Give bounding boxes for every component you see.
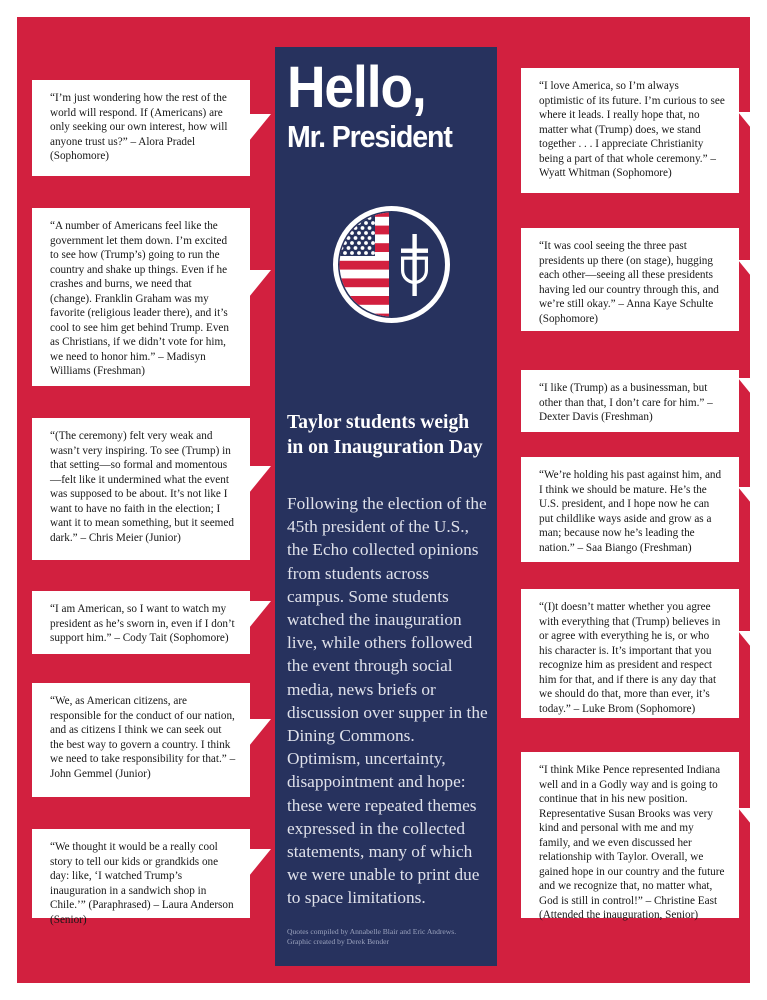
quote-bubble-left-2 xyxy=(32,208,250,386)
bubble-tail-icon xyxy=(738,487,760,541)
quote-bubble-right-4 xyxy=(521,457,739,562)
bubble-tail-icon xyxy=(249,114,271,168)
quote-text: “(The ceremony) felt very weak and wasn’t very inspiring. To see (Trump) in that setting—so formal and momentous—felt like it undermined what the event was supposed to be about. It’s not like I want to have no faith in the election; I want it to mean something, but it seemed dark.” – Chris Meier (Junior) xyxy=(50,430,234,544)
bubble-tail-icon xyxy=(738,378,760,432)
quote-bubble-left-5 xyxy=(32,683,250,797)
quote-text: “It was cool seeing the three past presidents up there (on stage), hugging each other—seeing all these presidents having led our country through this, and we’re still okay.” – Anna Kaye Schulte (Sophomore) xyxy=(539,240,719,325)
quote-bubble-right-1 xyxy=(521,68,739,193)
quote-bubble-left-3 xyxy=(32,418,250,560)
quote-text: “We thought it would be a really cool story to tell our kids or grandkids one day: like, ‘I watched Trump’s inauguration in a sandwich shop in Chile.’” (Paraphrased) – Laura Anderson (Senior) xyxy=(50,841,234,926)
quote-text: “I think Mike Pence represented Indiana well and in a Godly way and is going to continue that in his new position. Representative Susan Brooks was very kind and personal with me and my family, and we even discussed her relationship with Taylor. Overall, we gained hope in our country and the future and we recognize that, no matter what, God is still in control!” – Christine East (Attended the inauguration, Senior) xyxy=(539,764,725,922)
subheadline: Taylor students weigh in on Inauguration Day xyxy=(287,412,483,458)
credit-line-2: Graphic created by Derek Bender xyxy=(287,937,390,947)
credits xyxy=(287,927,489,948)
quote-text: “A number of Americans feel like the government let them down. I’m excited to see how (Trump’s) going to run the country and shake up things. Even if he crashes and burns, we need that (change). Franklin Graham was my favorite (religious leader there), and it’s cool to see him get behind Trump. Even as Christians, if we didn’t vote for him, we need to honor him.” – Madisyn Williams (Freshman) xyxy=(50,220,229,378)
credit-line-1: Quotes compiled by Annabelle Blair and Eric Andrews. xyxy=(287,927,457,936)
quote-bubble-left-4 xyxy=(32,591,250,654)
bubble-tail-icon xyxy=(738,260,760,314)
center-column xyxy=(275,47,497,966)
article-body: Following the election of the 45th president of the U.S., the Echo collected opinions from students across campus. Some students watched the inauguration live, while others followed the event through social media, news briefs or discussion over supper in the Dining Commons. Optimism, uncertainty, disappointment and hope: these were repeated themes expressed in the collected statements, many of which we were unable to print due to space limitations. xyxy=(287,494,488,908)
quote-text: “We’re holding his past against him, and I think we should be mature. He’s the U.S. president, and I hope now he can put childlike ways aside and grow as a man; because now he’s leading the nation.” – Saa Biango (Freshman) xyxy=(539,469,722,554)
bubble-tail-icon xyxy=(249,719,271,773)
quote-text: “I like (Trump) as a businessman, but other than that, I don’t care for him.” – Dexter Davis (Freshman) xyxy=(539,382,713,424)
bubble-tail-icon xyxy=(738,808,760,862)
quote-bubble-right-3 xyxy=(521,370,739,432)
taylor-university-flag-emblem-icon xyxy=(331,204,452,325)
bubble-tail-icon xyxy=(249,466,271,520)
headline-line-1: Hello, xyxy=(287,55,426,120)
bubble-tail-icon xyxy=(249,270,271,324)
quote-bubble-left-1 xyxy=(32,80,250,176)
quote-text: “We, as American citizens, are responsible for the conduct of our nation, and as citizens I think we can seek out the best way to govern a country. I think we need to take responsibility for that.” – John Gemmel (Junior) xyxy=(50,695,236,780)
quote-bubble-right-2 xyxy=(521,228,739,331)
bubble-tail-icon xyxy=(249,601,271,655)
quote-text: “I am American, so I want to watch my president as he’s sworn in, even if I don’t support him.” – Cody Tait (Sophomore) xyxy=(50,603,235,645)
page-title xyxy=(287,55,487,157)
bubble-tail-icon xyxy=(738,112,760,166)
bubble-tail-icon xyxy=(249,849,271,903)
bubble-tail-icon xyxy=(738,631,760,685)
quote-text: “I love America, so I’m always optimistic of its future. I’m curious to see where it leads. I really hope that, no matter what (Trump) does, we stand together . . . I appreciate Christianity being a part of that whole ceremony.” – Wyatt Whitman (Sophomore) xyxy=(539,80,725,180)
headline-line-2: Mr. President xyxy=(287,119,452,154)
quote-text: “I’m just wondering how the rest of the world will respond. If (Americans) are only seeking our own interest, how will anyone trust us?” – Alora Pradel (Sophomore) xyxy=(50,92,228,163)
quote-bubble-right-6 xyxy=(521,752,739,922)
quote-bubble-left-6 xyxy=(32,829,250,926)
quote-text: “(I)t doesn’t matter whether you agree with everything that (Trump) believes in or agree with everything he is, or who his character is. It’s important that you recognize him as president and respect him for that, and if there is any day that we should do that, more than ever, it’s today.” – Luke Brom (Sophomore) xyxy=(539,601,721,715)
quote-bubble-right-5 xyxy=(521,589,739,718)
